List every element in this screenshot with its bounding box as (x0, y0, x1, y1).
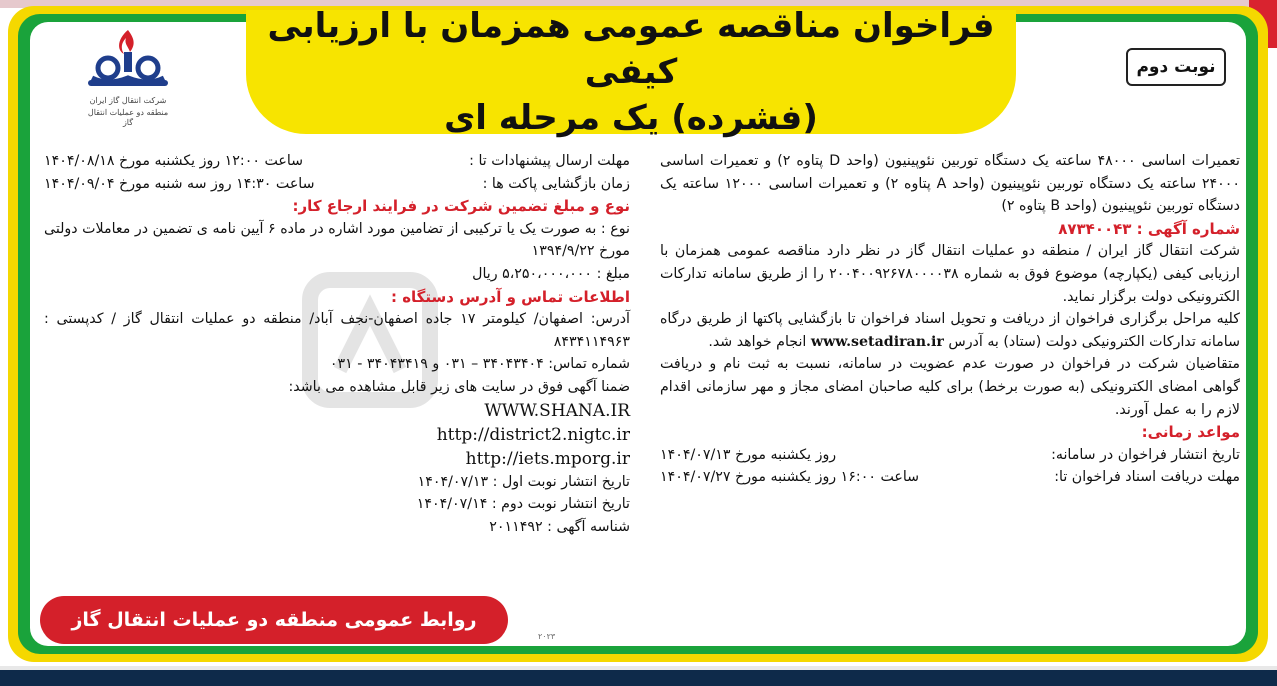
procedure-paragraph (660, 308, 1240, 353)
guarantee-type: نوع : به صورت یک یا ترکیبی از تضامین مورد اشاره در ماده ۶ آیین نامه ی تضمین در معاملات دولتی مورخ ۱۳۹۴/۹/۲۲ (44, 220, 630, 260)
date-row-docs (660, 466, 1240, 489)
date2-label: مهلت دریافت اسناد فراخوان تا: (1054, 469, 1240, 486)
company-logo (82, 28, 174, 127)
title-line-1: فراخوان مناقصه عمومی همزمان با ارزیابی کیفی (267, 6, 995, 92)
guarantee-heading: نوع و مبلغ تضمین شرکت در فرایند ارجاع کار: (292, 197, 630, 216)
public-relations-signature: روابط عمومی منطقه دو عملیات انتقال گاز (40, 596, 508, 644)
address: آدرس: اصفهان/ کیلومتر ۱۷ جاده اصفهان-نجف آباد/ منطقه دو عملیات انتقال گاز / کدپستی : ۸۴۳۴۱۱۴۹۶۳ (44, 311, 630, 350)
second-publication: تاریخ انتشار نوبت دوم : ۱۴۰۴/۰۷/۱۴ (416, 496, 630, 513)
print-code: ۲۰۲۳ (538, 632, 556, 641)
deadline-value: ساعت ۱۲:۰۰ روز یکشنبه مورخ ۱۴۰۴/۰۸/۱۸ (44, 153, 304, 169)
round-badge: نوبت دوم (1126, 48, 1226, 86)
procedure-text-start: کلیه مراحل برگزاری فراخوان از دریافت و تحویل اسناد فراخوان تا بازگشایی پاکتها از طریق درگاه سامانه تدارکات الکترونیکی دولت (ستاد) به آدرس (660, 311, 1240, 350)
date1-value: روز یکشنبه مورخ ۱۴۰۴/۰۷/۱۳ (660, 446, 837, 463)
procedure-text-end: انجام خواهد شد. (708, 333, 807, 350)
opening-row (44, 173, 630, 196)
registration-paragraph: متقاضیان شرکت در فراخوان در صورت عدم عضویت در سامانه، نسبت به ثبت نام و دریافت گواهی امضای الکترونیکی (به صورت برخط) برای کلیه صاحبان امضای مجاز و مهر سازمانی اقدام لازم را به عمل آورند. (660, 356, 1240, 418)
deadline-label: مهلت ارسال پیشنهادات تا : (469, 153, 630, 169)
date2-value: ساعت ۱۶:۰۰ روز یکشنبه مورخ ۱۴۰۴/۰۷/۲۷ (660, 469, 920, 486)
site-link-shana[interactable]: WWW.SHANA.IR (484, 400, 630, 421)
title-banner (246, 6, 1016, 138)
ad-number: شماره آگهی : ۸۷۳۴۰۰۴۳ (1058, 219, 1240, 238)
gas-flame-logo-icon (82, 28, 174, 90)
first-publication: تاریخ انتشار نوبت اول : ۱۴۰۴/۰۷/۱۳ (417, 473, 630, 490)
opening-label: زمان بازگشایی پاکت ها : (482, 175, 630, 192)
left-column (44, 150, 630, 538)
opening-value: ساعت ۱۴:۳۰ روز سه شنبه مورخ ۱۴۰۴/۰۹/۰۴ (44, 175, 315, 192)
title-line-2: (فشرده) یک مرحله ای (444, 98, 818, 138)
deadline-row (44, 150, 630, 173)
bottom-bar (0, 670, 1277, 686)
date1-label: تاریخ انتشار فراخوان در سامانه: (1051, 446, 1240, 463)
project-scope: تعمیرات اساسی ۴۸۰۰۰ ساعته یک دستگاه توربین نئوپینیون (واحد D پتاوه ۲) و تعمیرات اساسی ۲۴۰۰۰ ساعته یک دستگاه توربین نئوپینیون (واحد A پتاوه ۲) و تعمیرات اساسی ۱۲۰۰۰ ساعته یک دستگاه توربین نئوپینیون (واحد B پتاوه ۲) (660, 153, 1241, 215)
phone: شماره تماس: ۳۴۰۴۳۴۰۴ – ۰۳۱ و ۳۴۰۴۳۴۱۹ - ۰۳۱ (329, 356, 630, 373)
site-link-district2[interactable]: http://district2.nigtc.ir (436, 424, 630, 445)
guarantee-amount: مبلغ : ۵،۲۵۰،۰۰۰،۰۰۰ ریال (472, 265, 630, 282)
dates-heading: مواعد زمانی: (1141, 423, 1240, 442)
ad-id: شناسه آگهی : ۲۰۱۱۴۹۲ (489, 518, 630, 535)
tender-paragraph: شرکت انتقال گاز ایران / منطقه دو عملیات انتقال گاز در نظر دارد مناقصه عمومی همزمان با ارزیابی کیفی (یکپارچه) موضوع فوق به شماره ۲۰۰۴۰۰۹۲۶۷۸۰۰۰۰۳۸ را از طریق سامانه تدارکات الکترونیکی دولت برگزار نماید. (660, 243, 1240, 305)
site-link-iets[interactable]: http://iets.mporg.ir (465, 448, 630, 469)
contact-heading: اطلاعات تماس و آدرس دستگاه : (390, 287, 630, 306)
setad-link[interactable]: www.setadiran.ir (810, 333, 944, 350)
logo-caption-1: شرکت انتقال گاز ایران (89, 96, 167, 105)
logo-caption-2: منطقه دو عملیات انتقال گاز (87, 108, 169, 127)
date-row-publish (660, 444, 1240, 467)
sites-note: ضمنا آگهی فوق در سایت های زیر قابل مشاهده می باشد: (288, 378, 630, 395)
right-column (660, 150, 1240, 489)
